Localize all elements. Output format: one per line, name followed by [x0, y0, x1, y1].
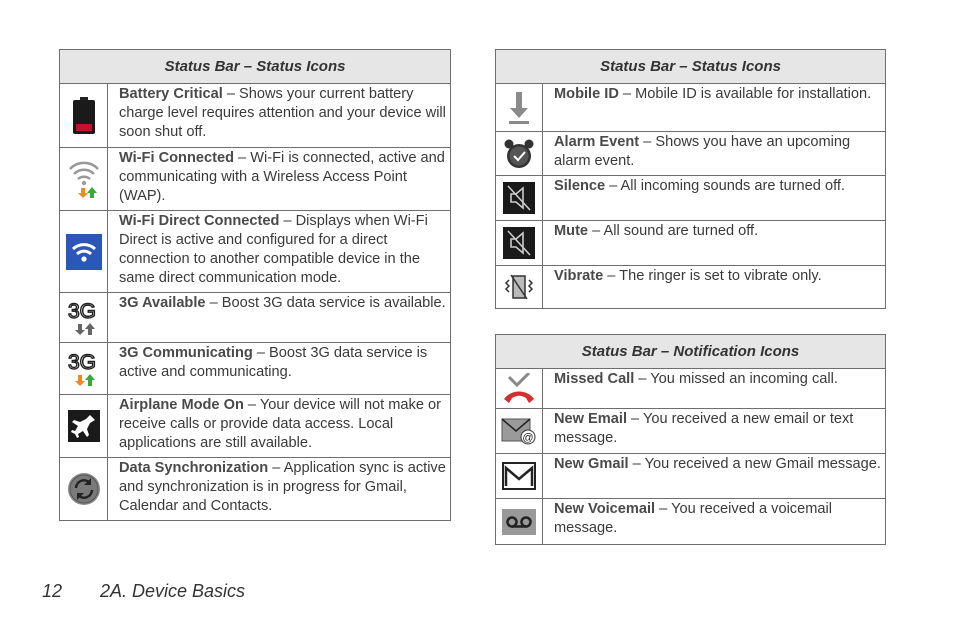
- new-voicemail-icon: [502, 509, 536, 535]
- table-row: Wi-Fi Direct Connected – Displays when Wi-Fi Direct is active and configured for a direct connection to another compatible device in the same direct communication mode.: [60, 211, 451, 293]
- svg-text:3G: 3G: [67, 350, 96, 374]
- alarm-icon: [503, 138, 535, 170]
- new-email-icon: [501, 417, 537, 445]
- silence-icon: [503, 182, 535, 214]
- svg-text:3G: 3G: [67, 299, 96, 323]
- table-header: Status Bar – Status Icons: [496, 50, 886, 84]
- table-row: @ New Email – You received a new email or text message.: [496, 409, 886, 454]
- notification-icons-table: [495, 334, 886, 545]
- table-row: Airplane Mode On – Your device will not make or receive calls or provide data access. Local applications are still available.: [60, 395, 451, 458]
- airplane-mode-icon: [68, 410, 100, 442]
- table-row: Alarm Event – Shows you have an upcoming alarm event.: [496, 132, 886, 176]
- wifi-connected-icon: [67, 159, 101, 199]
- 3g-available-icon: [66, 298, 102, 338]
- mobile-id-icon: [507, 90, 531, 126]
- table-row: Wi-Fi Connected – Wi-Fi is connected, active and communicating with a Wireless Access Point (WAP).: [60, 148, 451, 211]
- table-header: Status Bar – Status Icons: [60, 50, 451, 84]
- table-row: New Voicemail – You received a voicemail message.: [496, 499, 886, 545]
- svg-text:@: @: [522, 432, 534, 444]
- table-row: Battery Critical – Shows your current battery charge level requires attention and your device will soon shut off.: [60, 84, 451, 148]
- table-row: Mute – All sound are turned off.: [496, 221, 886, 266]
- page-number: 12: [42, 581, 63, 601]
- wifi-direct-icon: [66, 234, 102, 270]
- table-row: 3G 3G Communicating – Boost 3G data service is active and communicating.: [60, 343, 451, 395]
- missed-call-icon: [501, 373, 537, 405]
- vibrate-icon: [503, 271, 535, 303]
- table-row: Missed Call – You missed an incoming call.: [496, 369, 886, 409]
- data-sync-icon: [67, 472, 101, 506]
- table-row: New Gmail – You received a new Gmail message.: [496, 454, 886, 499]
- section-title: 2A. Device Basics: [100, 581, 246, 601]
- new-gmail-icon: [502, 462, 536, 490]
- table-row: Data Synchronization – Application sync is active and synchronization is in progress for Gmail, Calendar and Contacts.: [60, 458, 451, 521]
- table-row: Vibrate – The ringer is set to vibrate only.: [496, 266, 886, 309]
- table-header: Status Bar – Notification Icons: [496, 335, 886, 369]
- table-row: Mobile ID – Mobile ID is available for installation.: [496, 84, 886, 132]
- battery-critical-icon: [71, 96, 97, 136]
- 3g-communicating-icon: [66, 349, 102, 389]
- table-row: Silence – All incoming sounds are turned off.: [496, 176, 886, 221]
- status-icons-table-right: [495, 49, 886, 309]
- status-icons-table-left: [59, 49, 451, 521]
- mute-icon: [503, 227, 535, 259]
- table-row: 3G 3G Available – Boost 3G data service is available.: [60, 293, 451, 343]
